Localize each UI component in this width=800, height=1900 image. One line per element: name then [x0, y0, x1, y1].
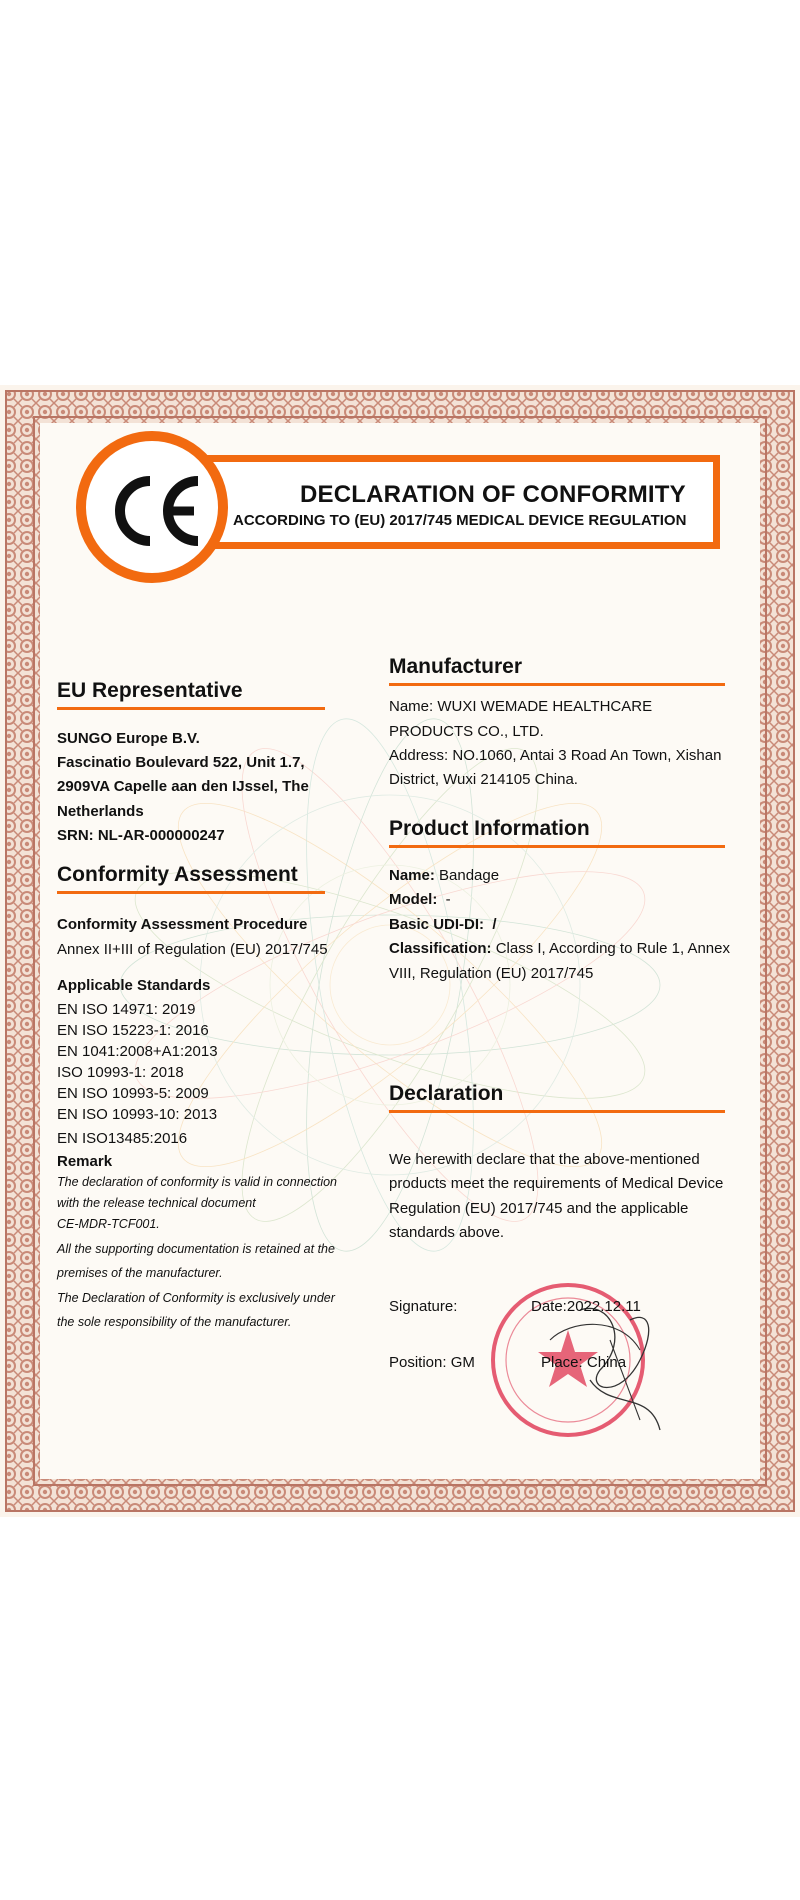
product-classification	[389, 937, 730, 962]
standards-label: Applicable Standards	[57, 977, 211, 994]
product-class-label: Classification:	[389, 940, 492, 957]
standard-item: EN ISO 14971: 2019	[57, 1001, 196, 1018]
eu-rep-address-1: Fascinatio Boulevard 522, Unit 1.7,	[57, 754, 305, 771]
eu-rep-name: SUNGO Europe B.V.	[57, 730, 200, 747]
declaration-line: products meet the requirements of Medical Device	[389, 1175, 724, 1192]
standard-item: EN ISO 15223-1: 2016	[57, 1022, 209, 1039]
page-title: DECLARATION OF CONFORMITY	[300, 481, 686, 508]
remark-line: premises of the manufacturer.	[57, 1266, 223, 1280]
standard-item: EN ISO 10993-10: 2013	[57, 1106, 218, 1123]
product-class-value-2: VIII, Regulation (EU) 2017/745	[389, 965, 594, 982]
procedure-value: Annex II+III of Regulation (EU) 2017/745	[57, 941, 328, 958]
conformity-heading: Conformity Assessment	[57, 863, 298, 886]
product-model	[389, 888, 451, 913]
manufacturer-name-2: PRODUCTS CO., LTD.	[389, 723, 544, 740]
remark-line: All the supporting documentation is retained at the	[57, 1242, 335, 1256]
certificate	[0, 385, 800, 1517]
manufacturer-address-2: District, Wuxi 214105 China.	[389, 771, 578, 788]
remark-line: CE-MDR-TCF001.	[57, 1217, 160, 1231]
product-udi-label: Basic UDI-DI:	[389, 916, 485, 933]
eu-rep-address-2: 2909VA Capelle aan den IJssel, The	[57, 778, 309, 795]
declaration-rule	[389, 1110, 725, 1113]
conformity-rule	[57, 891, 325, 894]
declaration-line: Regulation (EU) 2017/745 and the applicable	[389, 1200, 689, 1217]
signature-label: Signature:	[389, 1298, 458, 1315]
remark-line: with the release technical document	[57, 1196, 256, 1210]
declaration-line: We herewith declare that the above-mentioned	[389, 1151, 700, 1168]
product-model-value: -	[437, 891, 451, 908]
standard-item: EN 1041:2008+A1:2013	[57, 1043, 218, 1060]
standard-item: ISO 10993-1: 2018	[57, 1064, 184, 1081]
page-subtitle: ACCORDING TO (EU) 2017/745 MEDICAL DEVICE REGULATION	[233, 512, 687, 529]
manufacturer-address-1: Address: NO.1060, Antai 3 Road An Town, Xishan	[389, 747, 722, 764]
remark-label: Remark	[57, 1153, 113, 1170]
position-label: Position: GM	[389, 1354, 475, 1371]
product-rule	[389, 845, 725, 848]
product-name-label: Name:	[389, 867, 435, 884]
remark-line: The Declaration of Conformity is exclusively under	[57, 1291, 335, 1305]
standard-item: EN ISO13485:2016	[57, 1130, 188, 1147]
ce-mark-circle	[76, 431, 228, 583]
manufacturer-rule	[389, 683, 725, 686]
place-label: Place: China	[541, 1354, 627, 1371]
manufacturer-heading: Manufacturer	[389, 655, 523, 678]
declaration-heading: Declaration	[389, 1082, 504, 1105]
eu-rep-srn: SRN: NL-AR-000000247	[57, 827, 225, 844]
remark-line: the sole responsibility of the manufacturer.	[57, 1315, 292, 1329]
product-heading: Product Information	[389, 817, 590, 840]
standard-item: EN ISO 10993-5: 2009	[57, 1085, 209, 1102]
product-model-label: Model:	[389, 891, 438, 908]
eu-rep-rule	[57, 707, 325, 710]
product-udi-value: /	[484, 916, 497, 933]
eu-rep-heading: EU Representative	[57, 679, 243, 702]
product-name-value: Bandage	[434, 867, 500, 884]
product-name	[389, 864, 499, 889]
date-label: Date:2022.12.11	[531, 1298, 641, 1315]
procedure-label: Conformity Assessment Procedure	[57, 916, 308, 933]
manufacturer-name-1: Name: WUXI WEMADE HEALTHCARE	[389, 698, 653, 715]
declaration-line: standards above.	[389, 1224, 505, 1241]
remark-line: The declaration of conformity is valid in connection	[57, 1175, 338, 1189]
product-udi	[389, 913, 497, 938]
product-class-value-1: Class I, According to Rule 1, Annex	[491, 940, 730, 957]
ce-mark-icon	[106, 461, 206, 561]
eu-rep-address-3: Netherlands	[57, 803, 144, 820]
